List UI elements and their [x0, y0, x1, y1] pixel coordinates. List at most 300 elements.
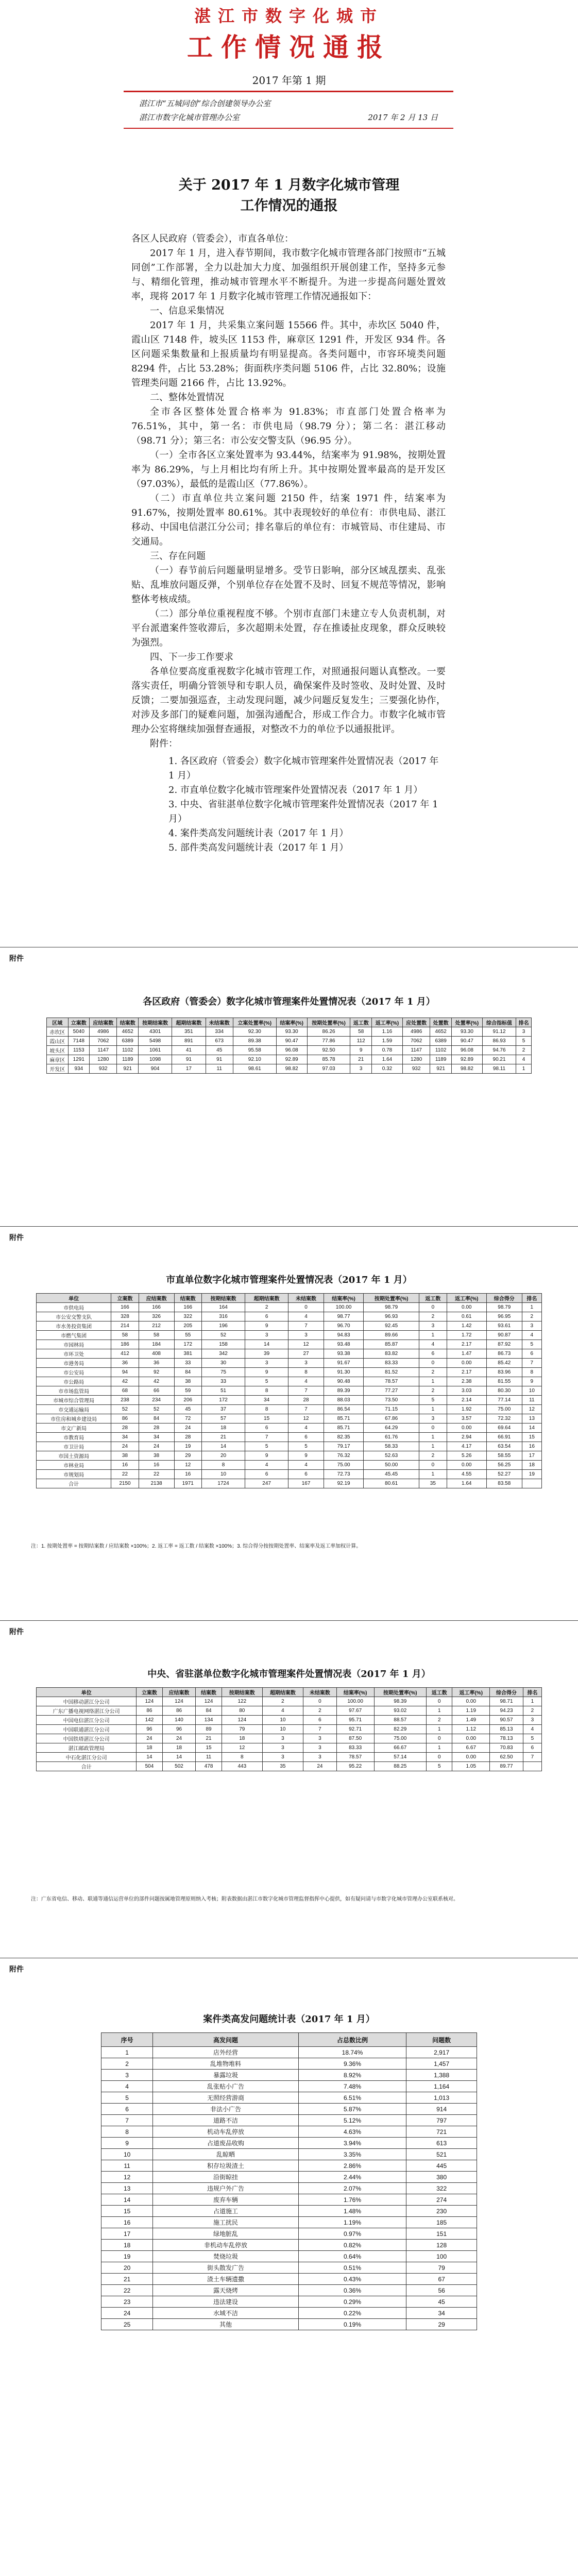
table-row	[47, 1055, 532, 1064]
table-cell: 3	[303, 1734, 337, 1743]
table-cell: 2.14	[447, 1396, 486, 1405]
table-cell: 36	[139, 1359, 174, 1368]
table-cell: 67	[406, 2274, 477, 2285]
table-row	[47, 1046, 532, 1055]
table-cell: 市国土资源局	[37, 1451, 111, 1461]
table-cell: 2	[419, 1386, 447, 1396]
table-cell: 8.92%	[298, 2070, 406, 2081]
table-cell: 中国移动湛江分公司	[37, 1697, 137, 1706]
table-cell: 140	[162, 1716, 196, 1725]
table-row	[37, 1734, 542, 1743]
table-cell: 92.71	[336, 1725, 374, 1734]
table1-title: 各区政府（管委会）数字化城市管理案件处置情况表（2017 年 1 月）	[143, 996, 435, 1007]
issuer-line-1: 湛江市“五城同创”综合创建领导办公室	[139, 99, 271, 108]
column-header: 返工率(%)	[452, 1688, 490, 1697]
table-cell: 市港务局	[37, 1359, 111, 1368]
table-cell: 28	[174, 1433, 202, 1442]
table-cell: 1147	[90, 1046, 117, 1055]
column-header: 高发问题	[153, 2033, 298, 2047]
table-cell: 1.48%	[298, 2206, 406, 2217]
table-cell: 乱晾晒	[153, 2149, 298, 2160]
column-header: 未结案数	[206, 1018, 233, 1027]
table-cell: 96	[137, 1725, 162, 1734]
table-cell: 7148	[68, 1037, 90, 1046]
paragraph: 2017 年 1 月，共采集立案问题 15566 件。其中，赤坎区 5040 件，霞山区 7148 件，坡头区 1153 件，麻章区 1291 件，开发区 934 件。各区问题采集数量和上报质量均有明显提高。各类问题中，市容环境类问题 8294 件，占比 53.28%；街面秩序类问题 5106 件，占比 32.80%；设施管理类问题 2166 件，占比 13.92%。	[131, 320, 446, 388]
table-cell: 8	[522, 1368, 541, 1377]
table-cell: 92.89	[451, 1055, 482, 1064]
table-cell: 91.67	[324, 1359, 363, 1368]
table-cell: 焚烧垃圾	[153, 2251, 298, 2262]
table-cell: 98.11	[482, 1064, 516, 1074]
table-row	[37, 1414, 542, 1423]
table-row	[101, 2104, 477, 2115]
table-cell: 97.03	[307, 1064, 350, 1074]
table-cell: 91	[172, 1055, 206, 1064]
table-cell: 3	[516, 1027, 532, 1037]
table-cell: 342	[202, 1349, 245, 1359]
table-cell: 16	[111, 1461, 139, 1470]
table-cell: 78.57	[364, 1377, 419, 1386]
table-cell: 0.22%	[298, 2308, 406, 2319]
table-cell: 66	[139, 1386, 174, 1396]
table-cell	[522, 1479, 541, 1488]
section-heading: 二、整体处置情况	[150, 392, 224, 403]
table-cell: 3	[419, 1414, 447, 1423]
table-cell: 0.97%	[298, 2228, 406, 2240]
table-cell: 1	[427, 1725, 452, 1734]
table-cell: 61.76	[364, 1433, 419, 1442]
table-cell: 128	[406, 2240, 477, 2251]
table-cell: 322	[406, 2183, 477, 2194]
table-cell: 88.57	[374, 1716, 427, 1725]
table-cell: 58.33	[364, 1442, 419, 1451]
attachment-label: 附件	[9, 1234, 24, 1242]
table-cell: 75.00	[324, 1461, 363, 1470]
table-cell: 25	[101, 2319, 153, 2330]
table-cell: 21	[101, 2274, 153, 2285]
table-row	[101, 2126, 477, 2138]
table-cell: 166	[174, 1303, 202, 1312]
table-cell: 2	[522, 1312, 541, 1321]
table-cell: 1,164	[406, 2081, 477, 2092]
table-cell: 2	[419, 1312, 447, 1321]
table-cell: 6389	[430, 1037, 452, 1046]
column-header: 应结案数	[139, 1294, 174, 1303]
table-cell: 91.30	[324, 1368, 363, 1377]
table-cell: 9	[288, 1451, 324, 1461]
table-cell: 9	[101, 2138, 153, 2149]
table-cell: 408	[139, 1349, 174, 1359]
table-cell: 94	[111, 1368, 139, 1377]
table-cell: 77.27	[364, 1386, 419, 1396]
table-cell: 57.14	[374, 1753, 427, 1762]
table-cell: 95.58	[233, 1046, 276, 1055]
table-cell: 35	[262, 1762, 303, 1771]
table-cell: 5.12%	[298, 2115, 406, 2126]
table-cell: 1,388	[406, 2070, 477, 2081]
table-row	[101, 2319, 477, 2330]
table-cell: 5	[245, 1442, 288, 1451]
table-cell: 0.78	[371, 1046, 402, 1055]
table-cell: 95.71	[336, 1716, 374, 1725]
table-cell: 市燃气集团	[37, 1331, 111, 1340]
table-cell: 18	[222, 1734, 262, 1743]
red-divider-bottom	[124, 128, 453, 129]
table-cell: 0.51%	[298, 2262, 406, 2274]
table-cell: 市公路局	[37, 1377, 111, 1386]
table-row	[101, 2058, 477, 2070]
table-cell: 3	[245, 1331, 288, 1340]
table-cell: 52.27	[486, 1470, 522, 1479]
table-cell: 205	[174, 1321, 202, 1331]
column-header: 超期结案数	[262, 1688, 303, 1697]
table-cell: 24	[162, 1734, 196, 1743]
table-cell: 326	[139, 1312, 174, 1321]
table-cell: 51	[202, 1386, 245, 1396]
table-cell: 5.26	[447, 1451, 486, 1461]
table-cell: 14	[202, 1442, 245, 1451]
table-cell: 0.00	[447, 1359, 486, 1368]
table-cell: 14	[137, 1753, 162, 1762]
column-header: 问题数	[406, 2033, 477, 2047]
table-cell: 5	[419, 1396, 447, 1405]
paragraph: （一）全市各区立案处置率为 93.44%，结案率为 91.98%，按期处置率为 86.29%，与上月相比均有所上升。其中按期处置率最高的是开发区（97.03%），最低的是霞山区（77.86%）。	[131, 450, 446, 489]
table-cell: 3	[303, 1743, 337, 1753]
table-cell: 24	[101, 2308, 153, 2319]
table-row	[101, 2047, 477, 2058]
table-cell: 市城市综合管理局	[37, 1396, 111, 1405]
table-cell: 380	[406, 2172, 477, 2183]
table-cell: 20	[101, 2262, 153, 2274]
table-cell: 134	[196, 1716, 222, 1725]
column-header: 按期处置率(%)	[374, 1688, 427, 1697]
table-row	[101, 2115, 477, 2126]
table-cell: 90.57	[490, 1716, 523, 1725]
table-cell: 湛江邮政管理局	[37, 1743, 137, 1753]
table-cell: 85.71	[324, 1423, 363, 1433]
table-cell: 乱堆物堆料	[153, 2058, 298, 2070]
table-cell: 1.64	[447, 1479, 486, 1488]
paragraph: （二）部分单位重视程度不够。个别市直部门未建立专人负责机制，对平台派遣案件签收滞后，多次超期未处置，存在推诿扯皮现象，群众反映较为强烈。	[131, 608, 446, 648]
table-cell: 45.45	[364, 1470, 419, 1479]
table-row	[37, 1312, 542, 1321]
attachment-item: 5. 部件类高发问题统计表（2017 年 1 月）	[168, 842, 349, 853]
column-header: 处置数	[430, 1018, 452, 1027]
table-cell: 6	[522, 1349, 541, 1359]
table-cell: 24	[303, 1762, 337, 1771]
table-cell: 占道施工	[153, 2206, 298, 2217]
table-cell: 3	[262, 1753, 303, 1762]
table-cell: 82.35	[324, 1433, 363, 1442]
table-cell: 中石化湛江分公司	[37, 1753, 137, 1762]
table-cell: 79	[406, 2262, 477, 2274]
table-cell: 1	[419, 1331, 447, 1340]
table-cell: 3	[288, 1331, 324, 1340]
table4-title: 案件类高发问题统计表（2017 年 1 月）	[203, 2014, 375, 2025]
table-cell: 1	[101, 2047, 153, 2058]
column-header: 立案数	[137, 1688, 162, 1697]
table-cell: 1.47	[447, 1349, 486, 1359]
table-cell: 92.89	[276, 1055, 307, 1064]
table-cell: 赤坎区	[47, 1027, 69, 1037]
table-cell: 5.87%	[298, 2104, 406, 2115]
table-cell: 92.10	[233, 1055, 276, 1064]
column-header: 序号	[101, 2033, 153, 2047]
table-cell: 92	[139, 1368, 174, 1377]
table-row	[37, 1340, 542, 1349]
table-cell: 45	[174, 1405, 202, 1414]
table-cell: 2	[419, 1451, 447, 1461]
table-row	[101, 2217, 477, 2228]
table-cell: 502	[162, 1762, 196, 1771]
table-cell: 86.26	[307, 1027, 350, 1037]
attachment-item: 2. 市直单位数字化城市管理案件处置情况表（2017 年 1 月）	[168, 785, 423, 795]
table-cell: 0.00	[447, 1303, 486, 1312]
table-cell: 违规户外广告	[153, 2183, 298, 2194]
table-cell: 7	[288, 1386, 324, 1396]
table-cell: 72.32	[486, 1414, 522, 1423]
table-row	[37, 1423, 542, 1433]
table-cell: 4	[419, 1340, 447, 1349]
column-header: 返工数	[350, 1018, 372, 1027]
table-row	[47, 1037, 532, 1046]
table-cell: 4	[288, 1377, 324, 1386]
column-header: 结案率(%)	[276, 1018, 307, 1027]
table-cell: 27	[288, 1349, 324, 1359]
table-cell: 9	[350, 1046, 372, 1055]
table-cell: 1102	[117, 1046, 139, 1055]
table-cell: 11	[206, 1064, 233, 1074]
table-cell: 443	[222, 1762, 262, 1771]
table-cell: 15	[522, 1433, 541, 1442]
table-row	[37, 1368, 542, 1377]
table-cell: 0.00	[452, 1734, 490, 1743]
table-row	[101, 2092, 477, 2104]
attachment-item: 4. 案件类高发问题统计表（2017 年 1 月）	[168, 828, 349, 839]
table-cell: 83.33	[364, 1359, 419, 1368]
table-cell: 1.92	[447, 1405, 486, 1414]
table-cell: 85.87	[364, 1340, 419, 1349]
table-cell: 2.44%	[298, 2172, 406, 2183]
table-cell: 6	[245, 1470, 288, 1479]
table-cell: 市供电局	[37, 1303, 111, 1312]
table-row	[101, 2081, 477, 2092]
district-table	[46, 1018, 532, 1074]
table-cell: 0.00	[447, 1461, 486, 1470]
column-header: 按期处置率(%)	[364, 1294, 419, 1303]
table-cell: 96.95	[486, 1312, 522, 1321]
table-cell: 10	[262, 1725, 303, 1734]
table-cell: 4.63%	[298, 2126, 406, 2138]
table-row	[101, 2172, 477, 2183]
table-cell: 100.00	[324, 1303, 363, 1312]
table-cell: 1	[419, 1470, 447, 1479]
table-cell: 1291	[68, 1055, 90, 1064]
table-cell: 124	[162, 1697, 196, 1706]
event-ranking-table	[101, 2032, 477, 2330]
table-cell: 95.22	[336, 1762, 374, 1771]
table-cell: 暴露垃圾	[153, 2070, 298, 2081]
table-cell: 20	[202, 1451, 245, 1461]
table-cell: 5	[516, 1037, 532, 1046]
column-header: 综合指标值	[482, 1018, 516, 1027]
table3-header-row	[37, 1688, 542, 1697]
table-cell: 230	[406, 2206, 477, 2217]
table-cell: 合计	[37, 1479, 111, 1488]
table-cell: 5	[523, 1734, 541, 1743]
table-cell: 13	[101, 2183, 153, 2194]
table-cell: 247	[245, 1479, 288, 1488]
table-cell: 1.05	[452, 1762, 490, 1771]
table-cell: 62.50	[490, 1753, 523, 1762]
table-cell: 24	[111, 1442, 139, 1451]
table-cell: 机动车乱停放	[153, 2126, 298, 2138]
table-cell: 90.47	[451, 1037, 482, 1046]
table-cell: 1.16	[371, 1027, 402, 1037]
table-cell: 90.47	[276, 1037, 307, 1046]
table-cell: 沿街晾挂	[153, 2172, 298, 2183]
table-cell: 6	[288, 1433, 324, 1442]
table-cell: 22	[101, 2285, 153, 2296]
table-cell: 1	[427, 1743, 452, 1753]
table-row	[47, 1027, 532, 1037]
table-cell: 85.71	[324, 1414, 363, 1423]
table-row	[101, 2251, 477, 2262]
attachment-item: 1. 各区政府（管委会）数字化城市管理案件处置情况表（2017 年 1 月）	[168, 756, 439, 781]
table-cell: 166	[111, 1303, 139, 1312]
table-row	[37, 1716, 542, 1725]
table-row	[37, 1303, 542, 1312]
table-cell: 4.17	[447, 1442, 486, 1451]
table-row	[47, 1064, 532, 1074]
table-cell: 185	[406, 2217, 477, 2228]
table-cell: 50.00	[364, 1461, 419, 1470]
table-cell: 63.54	[486, 1442, 522, 1451]
column-header: 综合得分	[490, 1688, 523, 1697]
table-cell: 88.03	[324, 1396, 363, 1405]
table-row	[37, 1396, 542, 1405]
table-cell: 891	[172, 1037, 206, 1046]
table-cell: 66.91	[486, 1433, 522, 1442]
table-cell: 94.76	[482, 1046, 516, 1055]
table-cell: 18	[162, 1743, 196, 1753]
table-cell: 172	[174, 1340, 202, 1349]
table-cell: 0	[419, 1303, 447, 1312]
table-cell: 市卫计局	[37, 1442, 111, 1451]
table-cell: 316	[202, 1312, 245, 1321]
table-cell: 93.02	[374, 1706, 427, 1716]
table-cell: 79.17	[324, 1442, 363, 1451]
table-cell: 89.77	[490, 1762, 523, 1771]
table-cell	[523, 1762, 541, 1771]
table-cell: 0.36%	[298, 2285, 406, 2296]
column-header: 占总数比例	[298, 2033, 406, 2047]
table-cell: 道路不洁	[153, 2115, 298, 2126]
table-cell: 93.30	[451, 1027, 482, 1037]
table-cell: 1.64	[371, 1055, 402, 1064]
table-cell: 中国电信湛江分公司	[37, 1716, 137, 1725]
table-cell: 4652	[430, 1027, 452, 1037]
table-cell: 绿地脏乱	[153, 2228, 298, 2240]
table-cell: 14	[101, 2194, 153, 2206]
table-row	[101, 2138, 477, 2149]
table-cell: 83.33	[336, 1743, 374, 1753]
table2-title: 市直单位数字化城市管理案件处置情况表（2017 年 1 月）	[166, 1275, 412, 1285]
table-cell: 非机动车乱停放	[153, 2240, 298, 2251]
issue-date: 2017 年 2 月 13 日	[368, 113, 438, 122]
table-cell: 84	[139, 1414, 174, 1423]
table-cell: 98.82	[451, 1064, 482, 1074]
table-cell: 52.63	[364, 1451, 419, 1461]
table-cell: 613	[406, 2138, 477, 2149]
table-cell: 18	[137, 1743, 162, 1753]
table-cell: 4652	[117, 1027, 139, 1037]
table-cell: 露天烧烤	[153, 2285, 298, 2296]
table-cell: 86	[162, 1706, 196, 1716]
attachment-list	[131, 754, 446, 855]
page-separator	[0, 1620, 578, 1621]
table-cell: 35	[419, 1479, 447, 1488]
table-cell: 占道废品收购	[153, 2138, 298, 2149]
table-cell: 8	[288, 1368, 324, 1377]
table3-title: 中央、省驻湛单位数字化城市管理案件处置情况表（2017 年 1 月）	[147, 1669, 431, 1680]
table-cell: 274	[406, 2194, 477, 2206]
table-cell: 2.17	[447, 1368, 486, 1377]
table-cell: 797	[406, 2115, 477, 2126]
table-cell: 非法小广告	[153, 2104, 298, 2115]
table-cell: 90.21	[482, 1055, 516, 1064]
table-cell: 24	[137, 1734, 162, 1743]
table-cell: 3.57	[447, 1414, 486, 1423]
table-cell: 3	[245, 1359, 288, 1368]
table-cell: 412	[111, 1349, 139, 1359]
paragraph: （二）市直单位共立案问题 2150 件，结案 1971 件，结案率为 91.67%，按期处置率 80.61%。其中表现较好的单位有：市供电局、湛江移动、中国电信湛江分公司；排名靠后的单位有：市城管局、市住建局、市交通局。	[131, 493, 446, 547]
table-cell: 151	[406, 2228, 477, 2240]
table-cell: 89.66	[364, 1331, 419, 1340]
table-cell: 1153	[68, 1046, 90, 1055]
table-cell: 市市场监管局	[37, 1386, 111, 1396]
table-cell: 1	[419, 1442, 447, 1451]
table-cell: 1280	[90, 1055, 117, 1064]
table-cell: 坡头区	[47, 1046, 69, 1055]
table-cell: 0.43%	[298, 2274, 406, 2285]
table-cell: 2	[262, 1697, 303, 1706]
table-cell: 80	[222, 1706, 262, 1716]
table-cell: 381	[174, 1349, 202, 1359]
table-cell: 4986	[90, 1027, 117, 1037]
table-cell: 69.64	[486, 1423, 522, 1433]
table-cell: 0.19%	[298, 2319, 406, 2330]
table-cell: 1189	[117, 1055, 139, 1064]
table2-note: 注：1. 按期处置率 = 按期结案数 / 应结案数 ×100%；2. 返工率 = 返工数 / 结案数 ×100%；3. 综合得分按按期处置率、结案率及返工率加权计算。	[31, 1544, 362, 1549]
table-cell: 19	[522, 1470, 541, 1479]
table-cell: 71.15	[364, 1405, 419, 1414]
table-cell: 21	[196, 1734, 222, 1743]
table-cell: 78.57	[336, 1753, 374, 1762]
table-cell: 3	[262, 1743, 303, 1753]
table-cell: 445	[406, 2160, 477, 2172]
table-cell: 6	[303, 1716, 337, 1725]
table2-header-row	[37, 1294, 542, 1303]
column-header: 超期结案数	[245, 1294, 288, 1303]
table-cell: 96	[162, 1725, 196, 1734]
masthead-title: 工作情况通报	[187, 32, 391, 62]
table-cell: 142	[137, 1716, 162, 1725]
document-title	[0, 175, 578, 216]
table-cell: 196	[202, 1321, 245, 1331]
column-header: 按期处置率(%)	[307, 1018, 350, 1027]
table-cell: 市公安局	[37, 1368, 111, 1377]
